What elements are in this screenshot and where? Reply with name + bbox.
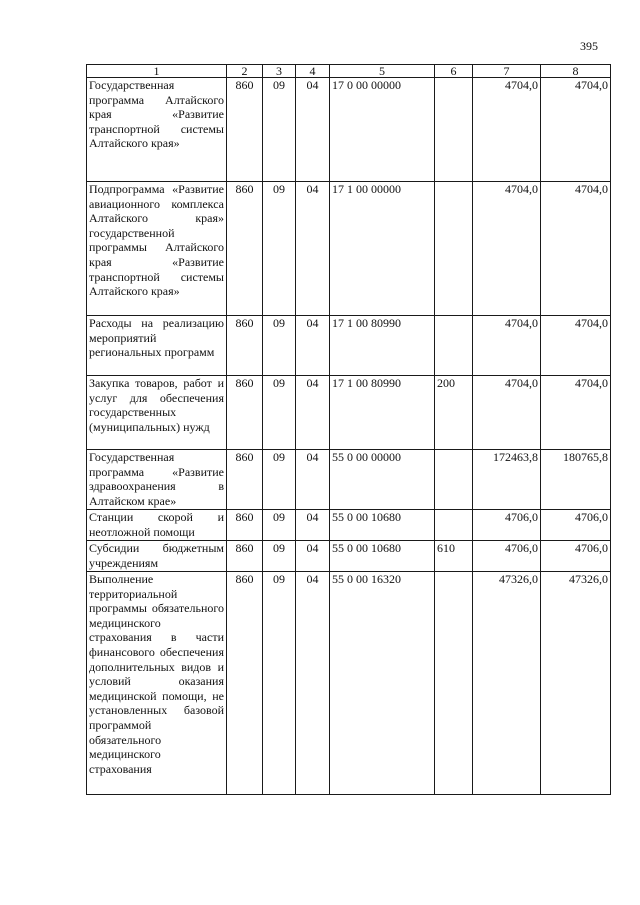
row-name-cell: Государственная программа Алтайского края «Развитие транспортной системы Алтайского края» [87, 78, 227, 182]
amount-year1-cell: 47326,0 [473, 572, 541, 795]
table-header-row [87, 65, 611, 78]
expense-type-cell [435, 78, 473, 182]
row-name-cell: Субсидии бюджетным учреждениям [87, 541, 227, 572]
row-name-cell: Государственная программа «Развитие здравоохранения в Алтайском крае» [87, 450, 227, 510]
expense-type-cell: 610 [435, 541, 473, 572]
amount-year1-cell: 4704,0 [473, 376, 541, 450]
subsection-code-cell: 04 [296, 541, 330, 572]
amount-year2-cell: 4704,0 [541, 376, 611, 450]
ministry-code-cell: 860 [227, 78, 263, 182]
column-header-7: 7 [473, 65, 541, 78]
expense-type-cell [435, 316, 473, 376]
ministry-code-cell: 860 [227, 316, 263, 376]
target-article-cell: 55 0 00 00000 [330, 450, 435, 510]
table-row [87, 510, 611, 541]
subsection-code-cell: 04 [296, 316, 330, 376]
column-header-3: 3 [263, 65, 296, 78]
table-row [87, 572, 611, 795]
table-row [87, 182, 611, 316]
expense-type-cell [435, 182, 473, 316]
table-row [87, 541, 611, 572]
expense-type-cell [435, 510, 473, 541]
subsection-code-cell: 04 [296, 376, 330, 450]
table-row [87, 78, 611, 182]
expense-type-cell: 200 [435, 376, 473, 450]
expense-type-cell [435, 572, 473, 795]
table-row [87, 316, 611, 376]
amount-year2-cell: 4704,0 [541, 182, 611, 316]
amount-year1-cell: 4706,0 [473, 510, 541, 541]
subsection-code-cell: 04 [296, 572, 330, 795]
ministry-code-cell: 860 [227, 541, 263, 572]
target-article-cell: 55 0 00 16320 [330, 572, 435, 795]
column-header-8: 8 [541, 65, 611, 78]
section-code-cell: 09 [263, 450, 296, 510]
page-number: 395 [580, 39, 598, 53]
section-code-cell: 09 [263, 182, 296, 316]
ministry-code-cell: 860 [227, 510, 263, 541]
column-header-5: 5 [330, 65, 435, 78]
section-code-cell: 09 [263, 572, 296, 795]
target-article-cell: 17 0 00 00000 [330, 78, 435, 182]
ministry-code-cell: 860 [227, 376, 263, 450]
column-header-1: 1 [87, 65, 227, 78]
budget-table [86, 64, 611, 795]
column-header-2: 2 [227, 65, 263, 78]
amount-year1-cell: 4706,0 [473, 541, 541, 572]
section-code-cell: 09 [263, 78, 296, 182]
target-article-cell: 17 1 00 80990 [330, 376, 435, 450]
amount-year2-cell: 180765,8 [541, 450, 611, 510]
target-article-cell: 17 1 00 80990 [330, 316, 435, 376]
amount-year2-cell: 47326,0 [541, 572, 611, 795]
amount-year1-cell: 172463,8 [473, 450, 541, 510]
target-article-cell: 55 0 00 10680 [330, 541, 435, 572]
amount-year2-cell: 4706,0 [541, 541, 611, 572]
subsection-code-cell: 04 [296, 182, 330, 316]
section-code-cell: 09 [263, 510, 296, 541]
row-name-cell: Закупка товаров, работ и услуг для обеспечения государственных (муниципальных) нужд [87, 376, 227, 450]
row-name-cell: Выполнение территориальной программы обязательного медицинского страхования в части финансового обеспечения дополнительных видов и условий оказания медицинской помощи, не установленных базовой программой обязательного медицинского страхования [87, 572, 227, 795]
target-article-cell: 55 0 00 10680 [330, 510, 435, 541]
amount-year1-cell: 4704,0 [473, 78, 541, 182]
row-name-cell: Расходы на реализацию мероприятий региональных программ [87, 316, 227, 376]
ministry-code-cell: 860 [227, 450, 263, 510]
table-row [87, 376, 611, 450]
subsection-code-cell: 04 [296, 450, 330, 510]
subsection-code-cell: 04 [296, 78, 330, 182]
section-code-cell: 09 [263, 541, 296, 572]
amount-year2-cell: 4706,0 [541, 510, 611, 541]
row-name-cell: Станции скорой и неотложной помощи [87, 510, 227, 541]
section-code-cell: 09 [263, 316, 296, 376]
ministry-code-cell: 860 [227, 572, 263, 795]
row-name-cell: Подпрограмма «Развитие авиационного комплекса Алтайского края» государственной программы Алтайского края «Развитие транспортной системы Алтайского края» [87, 182, 227, 316]
section-code-cell: 09 [263, 376, 296, 450]
expense-type-cell [435, 450, 473, 510]
amount-year1-cell: 4704,0 [473, 182, 541, 316]
table-row [87, 450, 611, 510]
ministry-code-cell: 860 [227, 182, 263, 316]
target-article-cell: 17 1 00 00000 [330, 182, 435, 316]
column-header-4: 4 [296, 65, 330, 78]
amount-year1-cell: 4704,0 [473, 316, 541, 376]
amount-year2-cell: 4704,0 [541, 316, 611, 376]
column-header-6: 6 [435, 65, 473, 78]
amount-year2-cell: 4704,0 [541, 78, 611, 182]
subsection-code-cell: 04 [296, 510, 330, 541]
